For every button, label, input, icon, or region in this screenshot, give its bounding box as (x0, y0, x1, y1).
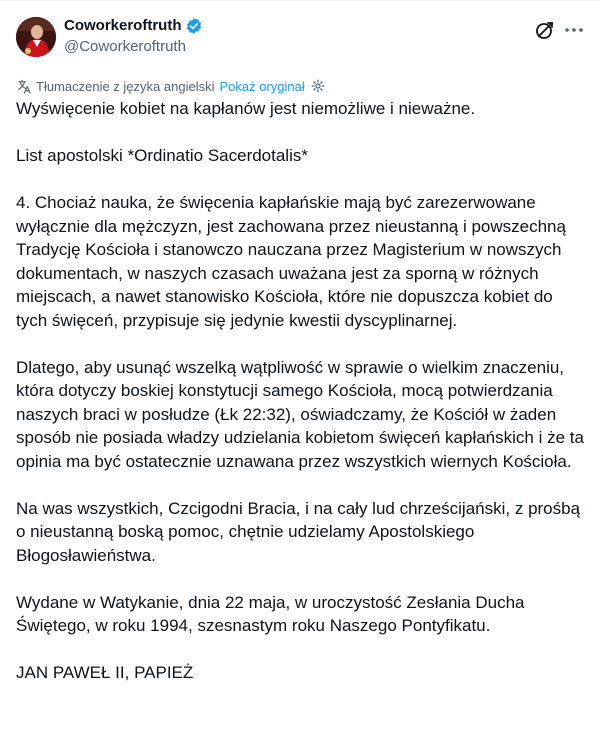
translation-bar (16, 77, 325, 95)
tweet-paragraph: Dlatego, aby usunąć wszelką wątpliwość w sprawie o wielkim znaczeniu, która dotyczy boskiej konstytucji samego Kościoła, mocą potwierdzania naszych braci w posłudze (Łk 22:32), oświadczamy, że Kościół w żaden sposób nie posiada władzy udzielania kobietom święceń kapłańskich i że ta opinia ma być ostatecznie uznawana przez wszystkich wiernych Kościoła. (16, 357, 584, 471)
avatar[interactable] (16, 17, 56, 57)
tweet-signature: JAN PAWEŁ II, PAPIEŻ (16, 663, 194, 682)
tweet-paragraph: 4. Chociaż nauka, że święcenia kapłańskie mają być zarezerwowane wyłącznie dla mężczyzn, jest zachowana przez nieustanną i powszechną Tradycję Kościoła i stanowczo nauczana przez Magisterium w nowszych dokumentach, w naszych czasach uważana jest za sporną w różnych miejscach, a nawet stanowisko Kościoła, które nie dopuszcza kobiet do tych święceń, przypisuje się jedynie kwestii dyscyplinarnej. (16, 193, 566, 330)
translate-icon (16, 79, 31, 94)
tweet-paragraph: Wydane w Watykanie, dnia 22 maja, w uroczystość Zesłania Ducha Świętego, w roku 1994, szesnastym roku Naszego Pontyfikatu. (16, 592, 525, 635)
tweet-header (16, 13, 586, 63)
grok-icon[interactable] (534, 19, 556, 41)
top-divider (0, 0, 600, 1)
tweet-text (16, 97, 586, 685)
more-icon[interactable] (562, 19, 586, 41)
display-name[interactable]: Coworkeroftruth (64, 17, 182, 34)
user-info (64, 16, 203, 57)
gear-icon[interactable] (311, 79, 325, 93)
show-original-link[interactable]: Pokaż oryginał (219, 78, 305, 94)
tweet-paragraph: List apostolski *Ordinatio Sacerdotalis* (16, 146, 308, 165)
verified-badge-icon (185, 17, 203, 35)
handle[interactable]: @Coworkeroftruth (64, 38, 186, 55)
tweet-paragraph: Wyświęcenie kobiet na kapłanów jest niemożliwe i nieważne. (16, 99, 476, 118)
tweet-paragraph: Na was wszystkich, Czcigodni Bracia, i na cały lud chrześcijański, z prośbą o nieustanną boską pomoc, chętnie udzielamy Apostolskiego Błogosławieństwa. (16, 498, 581, 565)
translation-label: Tłumaczenie z języka angielski (36, 78, 215, 94)
